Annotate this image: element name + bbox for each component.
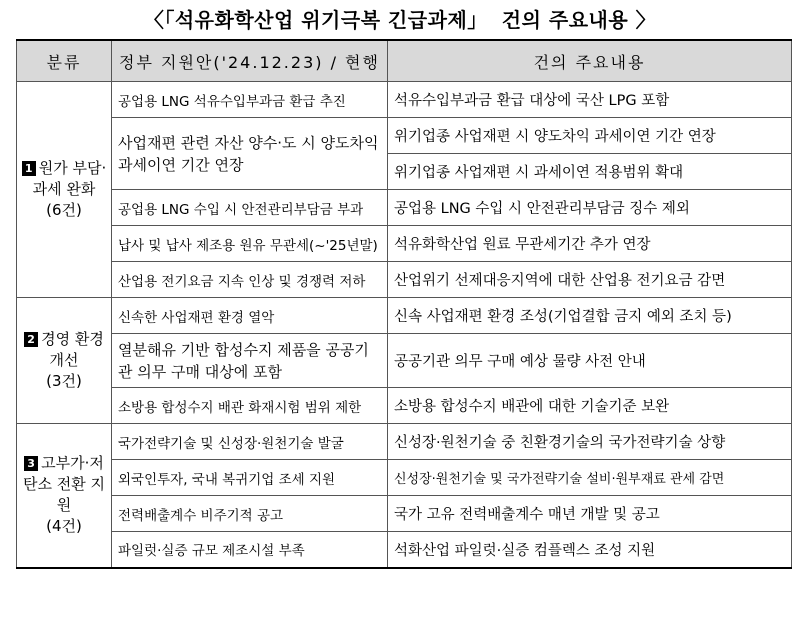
- proposal-cell: 신성장·원천기술 중 친환경기술의 국가전략기술 상향: [388, 424, 792, 460]
- table-row: [17, 460, 792, 496]
- gov-cell: 전력배출계수 비주기적 공고: [112, 496, 388, 532]
- category-name: 경영 환경 개선: [41, 330, 104, 369]
- table-row: [17, 424, 792, 460]
- table-row: [17, 262, 792, 298]
- proposal-cell: 석화산업 파일럿·실증 컴플렉스 조성 지원: [388, 532, 792, 568]
- table-row: [17, 226, 792, 262]
- category-cell: [17, 424, 112, 568]
- gov-cell: 외국인투자, 국내 복귀기업 조세 지원: [112, 460, 388, 496]
- proposal-cell: 신속 사업재편 환경 조성(기업결합 금지 예외 조치 등): [388, 298, 792, 334]
- proposal-cell: 소방용 합성수지 배관에 대한 기술기준 보완: [388, 388, 792, 424]
- proposal-cell: 위기업종 사업재편 시 과세이연 적용범위 확대: [388, 154, 792, 190]
- gov-cell: 공업용 LNG 석유수입부과금 환급 추진: [112, 82, 388, 118]
- category-count: (6건): [46, 201, 82, 219]
- proposal-cell: 석유화학산업 원료 무관세기간 추가 연장: [388, 226, 792, 262]
- table-row: [17, 118, 792, 154]
- gov-cell: 공업용 LNG 수입 시 안전관리부담금 부과: [112, 190, 388, 226]
- gov-cell: 파일럿·실증 규모 제조시설 부족: [112, 532, 388, 568]
- category-cell: [17, 298, 112, 424]
- table-row: [17, 388, 792, 424]
- gov-cell: 국가전략기술 및 신성장·원천기술 발굴: [112, 424, 388, 460]
- table-row: [17, 298, 792, 334]
- table-row: [17, 82, 792, 118]
- table-row: [17, 334, 792, 388]
- category-number-badge: 3: [24, 456, 38, 471]
- gov-cell: 납사 및 납사 제조용 원유 무관세(~'25년말): [112, 226, 388, 262]
- table-row: [17, 190, 792, 226]
- category-name: 고부가·저탄소 전환 지원: [23, 454, 105, 515]
- gov-cell: 산업용 전기요금 지속 인상 및 경쟁력 저하: [112, 262, 388, 298]
- header-category: 분류: [17, 40, 112, 82]
- gov-cell: 신속한 사업재편 환경 열악: [112, 298, 388, 334]
- category-count: (4건): [46, 517, 82, 536]
- proposal-cell: 산업위기 선제대응지역에 대한 산업용 전기요금 감면: [388, 262, 792, 298]
- proposal-cell: 신성장·원천기술 및 국가전략기술 설비·원부재료 관세 감면: [388, 460, 792, 496]
- proposal-table: [16, 39, 792, 569]
- table-row: [17, 496, 792, 532]
- category-cell: [17, 82, 112, 298]
- proposal-cell: 국가 고유 전력배출계수 매년 개발 및 공고: [388, 496, 792, 532]
- table-row: [17, 532, 792, 568]
- category-name: 원가 부담·과세 완화: [32, 159, 107, 198]
- gov-cell: 사업재편 관련 자산 양수·도 시 양도차익 과세이연 기간 연장: [112, 118, 388, 190]
- page-title: [0, 4, 800, 36]
- proposal-cell: 위기업종 사업재편 시 양도차익 과세이연 기간 연장: [388, 118, 792, 154]
- gov-cell: 열분해유 기반 합성수지 제품을 공공기관 의무 구매 대상에 포함: [112, 334, 388, 388]
- table-header-row: [17, 40, 792, 82]
- category-count: (3건): [46, 372, 82, 390]
- title-suffix: 건의 주요내용 〉: [501, 8, 657, 32]
- gov-cell: 소방용 합성수지 배관 화재시험 범위 제한: [112, 388, 388, 424]
- proposal-cell: 공공기관 의무 구매 예상 물량 사전 안내: [388, 334, 792, 388]
- proposal-cell: 공업용 LNG 수입 시 안전관리부담금 징수 제외: [388, 190, 792, 226]
- category-number-badge: 2: [24, 332, 38, 347]
- proposal-cell: 석유수입부과금 환급 대상에 국산 LPG 포함: [388, 82, 792, 118]
- header-government: 정부 지원안('24.12.23) / 현행: [112, 40, 388, 82]
- category-number-badge: 1: [22, 161, 36, 176]
- header-proposal: 건의 주요내용: [388, 40, 792, 82]
- title-main: 〈「석유화학산업 위기극복 긴급과제」: [143, 8, 488, 32]
